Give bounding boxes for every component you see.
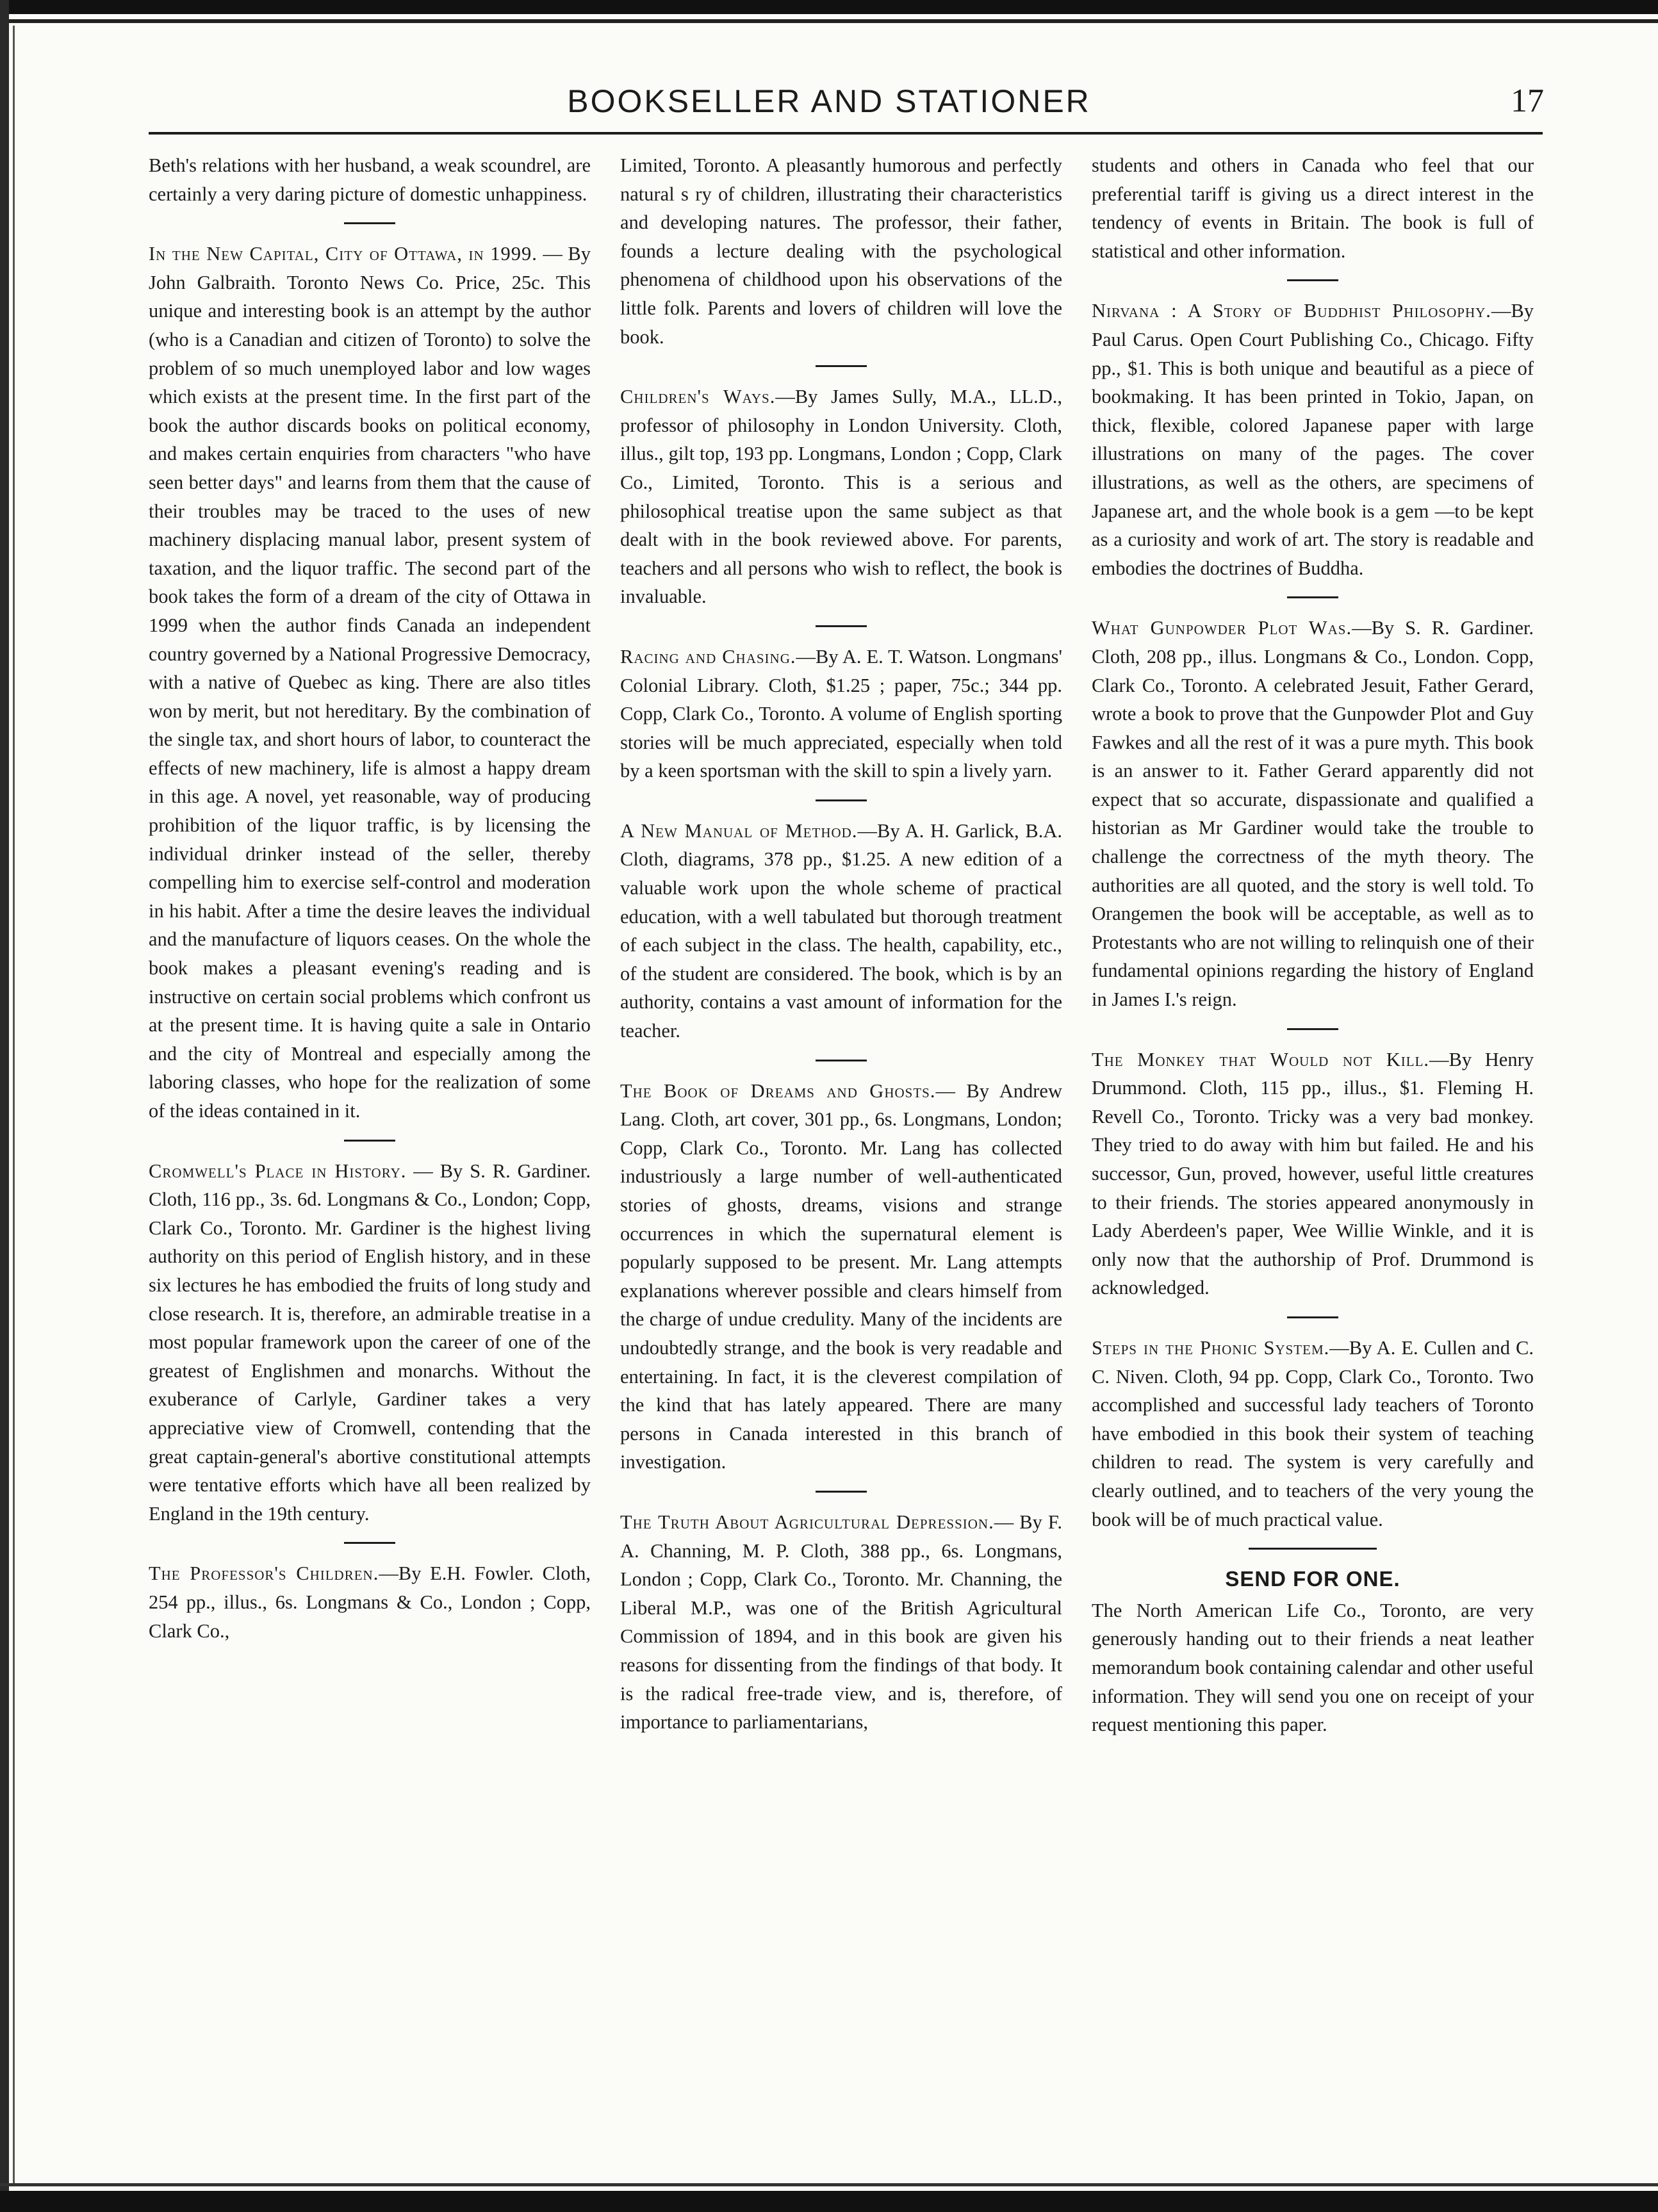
review-body: —By A. E. T. Watson. Longmans' Colonial Library. Cloth, $1.25 ; paper, 75c.; 344 pp. Copp, Clark Co., Toronto. A volume of English sporting stories will be much appreciated, especially when told by a keen sportsman with the skill to spin a lively yarn.: [620, 645, 1062, 782]
review-body: — By Andrew Lang. Cloth, art cover, 301 pp., 6s. Longmans, London; Copp, Clark Co., Toronto. Mr. Lang has collected industriously a large number of well-authenticated stories of ghosts, dreams, visions and strange occurrences in which the supernatural element is popularly supposed to be present. Mr. Lang attempts explanations wherever possible and clears himself from the charge of undue credulity. Many of the incidents are undoubtedly strange, and the book is very readable and entertaining. In fact, it is the cleverest compilation of the kind that has lately appeared. There are many persons in Canada interested in this branch of investigation.: [620, 1079, 1062, 1473]
top-border-line: [0, 19, 1658, 23]
section-rule: [1249, 1548, 1377, 1550]
review-title: In the New Capital, City of Ottawa, in 1999.: [149, 243, 538, 265]
review-title: Nirvana : A Story of Buddhist Philosophy.: [1092, 300, 1491, 322]
section-rule: [816, 799, 867, 801]
review-ottawa: [149, 240, 591, 1125]
left-page-edge-line: [13, 26, 15, 2184]
review-title: Cromwell's Place in History.: [149, 1159, 407, 1182]
review-title: What Gunpowder Plot Was.: [1092, 617, 1352, 639]
bottom-border: [0, 2191, 1658, 2212]
review-nirvana: [1092, 297, 1534, 582]
section-rule: [1287, 279, 1338, 281]
review-dreams-and-ghosts: [620, 1077, 1062, 1477]
section-rule: [344, 1542, 395, 1544]
section-rule: [816, 365, 867, 367]
page-number: 17: [1511, 83, 1544, 119]
column-2: [620, 151, 1062, 1737]
bottom-border-line: [0, 2183, 1658, 2186]
review-title: Steps in the Phonic System.: [1092, 1336, 1330, 1359]
review-gunpowder-plot: [1092, 614, 1534, 1013]
column-3: [1092, 151, 1534, 1739]
review-body: —By Henry Drummond. Cloth, 115 pp., illus., $1. Fleming H. Revell Co., Toronto. Tricky was a very bad monkey. They tried to do away with him but failed. He and his successor, Gun, proved, however, useful little creatures to their friends. The stories appeared anonymously in Lady Aberdeen's paper, Wee Willie Winkle, and it is only now that the authorship of Prof. Drummond is acknowledged.: [1092, 1048, 1534, 1299]
review-professors-children: [149, 1559, 591, 1645]
review-continuation: students and others in Canada who feel that our preferential tariff is giving us a direct interest in the tendency of events in Britain. The book is full of statistical and other information.: [1092, 154, 1534, 262]
review-body: —By A. E. Cullen and C. C. Niven. Cloth, 94 pp. Copp, Clark Co., Toronto. Two accomplished and successful lady teachers of Toronto have embodied in this book their system of teaching children to read. The system is very carefully and clearly outlined, and to teachers of the very young the book will be of much practical value.: [1092, 1336, 1534, 1530]
review-agricultural-depression: [620, 1508, 1062, 1737]
review-body: —By James Sully, M.A., LL.D., professor of philosophy in London University. Cloth, illus., gilt top, 193 pp. Longmans, London ; Copp, Clark Co., Limited, Toronto. This is a serious and philosophical treatise upon the same subject as that dealt with in the book reviewed above. For parents, teachers and all persons who wish to reflect, the book is invaluable.: [620, 386, 1062, 608]
review-childrens-ways: [620, 382, 1062, 611]
section-rule: [344, 222, 395, 224]
review-continuation: Beth's relations with her husband, a weak scoundrel, are certainly a very daring picture of domestic unhappiness.: [149, 154, 591, 205]
review-body: —By Paul Carus. Open Court Publishing Co., Chicago. Fifty pp., $1. This is both unique and beautiful as a piece of bookmaking. It has been printed in Tokio, Japan, on thick, flexible, colored Japanese paper with large illustrations on many of the pages. The cover illustrations, as well as the others, are specimens of Japanese art, and the whole book is a gem —to be kept as a curiosity and work of art. The story is readable and embodies the doctrines of Buddha.: [1092, 300, 1534, 579]
review-racing: [620, 643, 1062, 785]
review-body: —By A. H. Garlick, B.A. Cloth, diagrams, 378 pp., $1.25. A new edition of a valuable work upon the whole scheme of practical education, with a well tabulated but thorough treatment of each subject in the class. The health, capability, etc., of the student are considered. The book, which is by an authority, contains a vast amount of information for the teacher.: [620, 819, 1062, 1042]
section-rule: [344, 1140, 395, 1142]
column-1: [149, 151, 591, 1645]
review-title: The Truth About Agricultural Depression.: [620, 1511, 994, 1533]
review-title: A New Manual of Method.: [620, 819, 858, 842]
review-manual-of-method: [620, 817, 1062, 1045]
review-cromwell: [149, 1157, 591, 1528]
review-title: The Monkey that Would not Kill.: [1092, 1048, 1430, 1070]
section-rule: [1287, 1316, 1338, 1318]
notice-body: The North American Life Co., Toronto, are very generously handing out to their friends a neat leather memorandum book containing calendar and other useful information. They will send you one on receipt of your request mentioning this paper.: [1092, 1599, 1534, 1736]
review-title: The Book of Dreams and Ghosts.: [620, 1079, 936, 1102]
review-body: —By S. R. Gardiner. Cloth, 208 pp., illus. Longmans & Co., London. Copp, Clark Co., Toronto. A celebrated Jesuit, Father Gerard, wrote a book to prove that the Gunpowder Plot and Guy Fawkes and all the rest of it was a pure myth. This book is an answer to it. Father Gerard apparently did not expect that so accurate, dispassionate and qualified a historian as Mr Gardiner would take the trouble to challenge the correctness of the myth theory. The authorities are all quoted, and the story is well told. To Orangemen the book will be acceptable, as well as to Protestants who are not willing to relinquish one of their fundamental opinions regarding the history of England in James I.'s reign.: [1092, 617, 1534, 1011]
running-head: BOOKSELLER AND STATIONER: [567, 83, 1091, 119]
review-body: —By E.H. Fowler. Cloth, 254 pp., illus., 6s. Longmans & Co., London ; Copp, Clark Co.,: [149, 1562, 591, 1642]
review-body: — By S. R. Gardiner. Cloth, 116 pp., 3s. 6d. Longmans & Co., London; Copp, Clark Co., Toronto. Mr. Gardiner is the highest living authority on this period of English history, and in these six lectures he has embodied the fruits of long study and close research. It is, therefore, an admirable treatise in a most popular framework upon the career of one of the greatest of Englishmen and monarchs. Without the exuberance of Carlyle, Gardiner takes a very appreciative view of Cromwell, contending that the great captain-general's abortive constitutional attempts were tentative efforts which have all been realized by England in the 19th century.: [149, 1159, 591, 1525]
left-page-edge: [0, 0, 9, 2212]
notice-title: SEND FOR ONE.: [1225, 1567, 1400, 1591]
review-body: — By John Galbraith. Toronto News Co. Price, 25c. This unique and interesting book is an attempt by the author (who is a Canadian and citizen of Toronto) to solve the problem of so much unemployed labor and low wages which exists at the present time. In the first part of the book the author discards books on political economy, and makes certain enquiries from characters "who have seen better days" and learns from them that the cause of their troubles may be traced to the uses of new machinery displacing manual labor, present system of taxation, and the liquor traffic. The second part of the book takes the form of a dream of the city of Ottawa in 1999 when the author finds Canada an independent country governed by a National Progressive Democracy, with a native of Quebec as king. There are also titles won by merit, but not hereditary. By the combination of the single tax, and short hours of labor, to counteract the effects of new machinery, life is almost a happy dream in this age. A novel, yet reasonable, way of producing prohibition of the liquor traffic, is by licensing the individual drinker instead of the seller, thereby compelling him to exercise self-control and moderation in his habit. After a time the desire leaves the individual and the manufacture of liquors ceases. On the whole the book makes a pleasant evening's reading and is instructive on certain social problems which confront us at the present time. It is having quite a sale in Ontario and the city of Montreal and especially among the laboring classes, who hope for the realization of some of the ideas contained in it.: [149, 243, 591, 1122]
section-rule: [1287, 596, 1338, 598]
review-phonic-system: [1092, 1334, 1534, 1534]
section-rule: [816, 625, 867, 627]
review-title: Racing and Chasing.: [620, 645, 796, 668]
section-rule: [816, 1060, 867, 1061]
top-border: [0, 0, 1658, 14]
review-title: The Professor's Children.: [149, 1562, 379, 1585]
section-rule: [816, 1491, 867, 1493]
section-rule: [1287, 1028, 1338, 1030]
header-rule: [149, 132, 1543, 135]
review-title: Children's Ways.: [620, 386, 776, 408]
review-body: — By F. A. Channing, M. P. Cloth, 388 pp., 6s. Longmans, London ; Copp, Clark Co., Toronto. Mr. Channing, the Liberal M.P., was one of the British Agricultural Commission of 1894, and in this book are given his reasons for dissenting from the findings of that body. It is the radical free-trade view, and is, therefore, of importance to parliamentarians,: [620, 1511, 1062, 1733]
review-continuation: Limited, Toronto. A pleasantly humorous and perfectly natural s ry of children, illustrating their characteristics and developing natures. The professor, their father, founds a lecture dealing with the psychological phenomena of childhood upon his observations of the little folk. Parents and lovers of children will love the book.: [620, 154, 1062, 348]
review-monkey: [1092, 1045, 1534, 1302]
